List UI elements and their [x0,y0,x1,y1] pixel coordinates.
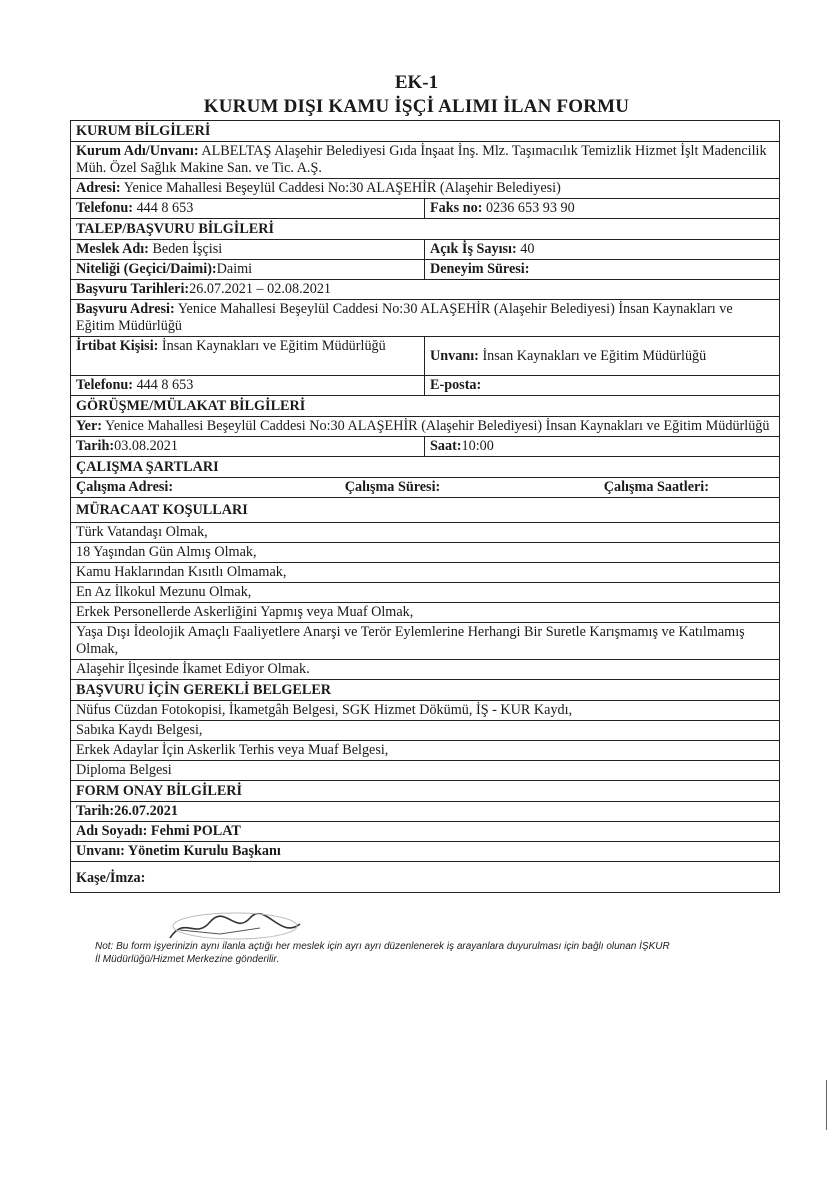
basvuru-tarih-value: 26.07.2021 – 02.08.2021 [189,281,331,297]
list-item: Erkek Adaylar İçin Askerlik Terhis veya Muaf Belgesi, [71,741,779,761]
list-item: Diploma Belgesi [71,761,779,781]
list-item: 18 Yaşından Gün Almış Olmak, [71,543,779,563]
form-code: EK-1 [394,72,439,93]
onay-tarih-row [71,802,779,822]
kurum-adres-label: Adresi: [76,180,121,196]
list-item: Türk Vatandaşı Olmak, [71,523,779,543]
kurum-adres-value: Yenice Mahallesi Beşeylül Caddesi No:30 ALAŞEHİR (Alaşehir Belediyesi) [120,180,561,196]
onay-adsoyad: Adı Soyadı: Fehmi POLAT [76,823,241,839]
onay-unvan: Unvanı: Yönetim Kurulu Başkanı [76,843,281,859]
talep-tel-value: 444 8 653 [133,377,194,393]
calisma-adres-label: Çalışma Adresi: [76,479,174,495]
eposta-label: E-posta: [430,377,482,393]
kurum-ad-value: ALBELTAŞ Alaşehir Belediyesi Gıda İnşaat İnş. Mlz. Taşımacılık Temizlik Hizmet İşlt Madencilik Müh. Özel Sağlık Makine San. ve Tic. A.Ş. [76,143,767,176]
talep-tel-label: Telefonu: [76,377,134,393]
scan-artifact-line [826,1080,827,1130]
deneyim-label: Deneyim Süresi: [430,261,530,277]
footnote-line-2: İl Müdürlüğü/Hizmet Merkezine gönderilir. [95,954,280,965]
meslek-value: Beden İşçisi [148,241,223,257]
unvan-label: Unvanı: [430,347,479,364]
gorusme-tarih-label: Tarih: [76,438,115,454]
basvuru-adres-value: Yenice Mahallesi Beşeylül Caddesi No:30 ALAŞEHİR (Alaşehir Belediyesi) İnsan Kaynakları ve Eğitim Müdürlüğü [76,301,733,334]
talep-meslek-row [71,240,779,260]
basvuru-tarih-label: Başvuru Tarihleri: [76,281,190,297]
nitelik-value: Daimi [216,261,253,277]
section-onay: FORM ONAY BİLGİLERİ [71,781,779,802]
list-item: Sabıka Kaydı Belgesi, [71,721,779,741]
yer-value: Yenice Mahallesi Beşeylül Caddesi No:30 ALAŞEHİR (Alaşehir Belediyesi) İnsan Kaynakları ve Eğitim Müdürlüğü [102,418,770,434]
gorusme-tarih-row [71,437,779,457]
kurum-ad-row [71,142,779,179]
calisma-sure-label: Çalışma Süresi: [344,479,441,495]
onay-unvan-row [71,842,779,862]
list-item: Alaşehir İlçesinde İkamet Ediyor Olmak. [71,660,779,680]
talep-irtibat-row [71,337,779,376]
acik-is-value: 40 [516,241,535,257]
form-title: KURUM DIŞI KAMU İŞÇİ ALIMI İLAN FORMU [203,96,630,117]
footnote-line-1: Not: Bu form işyerinizin aynı ilanla açtığı her meslek için ayrı ayrı düzenlenerek iş arayanlara duyurulması için bağlı olunan İŞKUR [95,941,670,952]
nitelik-label: Niteliği (Geçici/Daimi): [76,261,217,277]
list-item: Kamu Haklarından Kısıtlı Olmamak, [71,563,779,583]
talep-adres-row [71,300,779,337]
section-talep: TALEP/BAŞVURU BİLGİLERİ [71,219,779,240]
section-belgeler: BAŞVURU İÇİN GEREKLİ BELGELER [71,680,779,701]
gorusme-tarih-value: 03.08.2021 [114,438,178,454]
section-muracaat: MÜRACAAT KOŞULLARI [71,498,779,523]
talep-nitelik-row [71,260,779,280]
saat-value: 10:00 [461,438,494,454]
kurum-tel-value: 444 8 653 [133,200,194,216]
irtibat-value: İnsan Kaynakları ve Eğitim Müdürlüğü [158,338,386,354]
kurum-ad-label: Kurum Adı/Unvanı: [76,143,199,159]
basvuru-adres-label: Başvuru Adresi: [76,301,175,317]
section-kurum: KURUM BİLGİLERİ [71,121,779,142]
gorusme-yer-row [71,417,779,437]
list-item: Erkek Personellerde Askerliğini Yapmış veya Muaf Olmak, [71,603,779,623]
calisma-saat-label: Çalışma Saatleri: [603,479,709,495]
section-gorusme: GÖRÜŞME/MÜLAKAT BİLGİLERİ [71,396,779,417]
footnote [95,940,795,966]
kase-imza-label: Kaşe/İmza: [76,870,146,886]
talep-tel-row [71,376,779,396]
onay-adsoyad-row [71,822,779,842]
onay-tarih: Tarih:26.07.2021 [76,803,178,819]
kurum-tel-row [71,199,779,219]
kurum-tel-label: Telefonu: [76,200,134,216]
meslek-label: Meslek Adı: [76,241,149,257]
calisma-row [71,478,779,498]
section-calisma: ÇALIŞMA ŞARTLARI [71,457,779,478]
irtibat-label: İrtibat Kişisi: [76,338,159,354]
form-table [70,120,780,893]
kurum-faks-label: Faks no: [430,200,483,216]
talep-tarih-row [71,280,779,300]
kurum-adres-row [71,179,779,199]
saat-label: Saat: [430,438,462,454]
onay-kase-row [71,862,779,892]
list-item: Nüfus Cüzdan Fotokopisi, İkametgâh Belgesi, SGK Hizmet Dökümü, İŞ - KUR Kaydı, [71,701,779,721]
acik-is-label: Açık İş Sayısı: [430,241,517,257]
list-item: Yaşa Dışı İdeolojik Amaçlı Faaliyetlere Anarşi ve Terör Eylemlerine Herhangi Bir Suretle Karışmamış ve Katılmamış Olmak, [71,623,779,660]
yer-label: Yer: [76,418,102,434]
list-item: En Az İlkokul Mezunu Olmak, [71,583,779,603]
unvan-value: İnsan Kaynakları ve Eğitim Müdürlüğü [478,347,707,364]
kurum-faks-value: 0236 653 93 90 [482,200,575,216]
